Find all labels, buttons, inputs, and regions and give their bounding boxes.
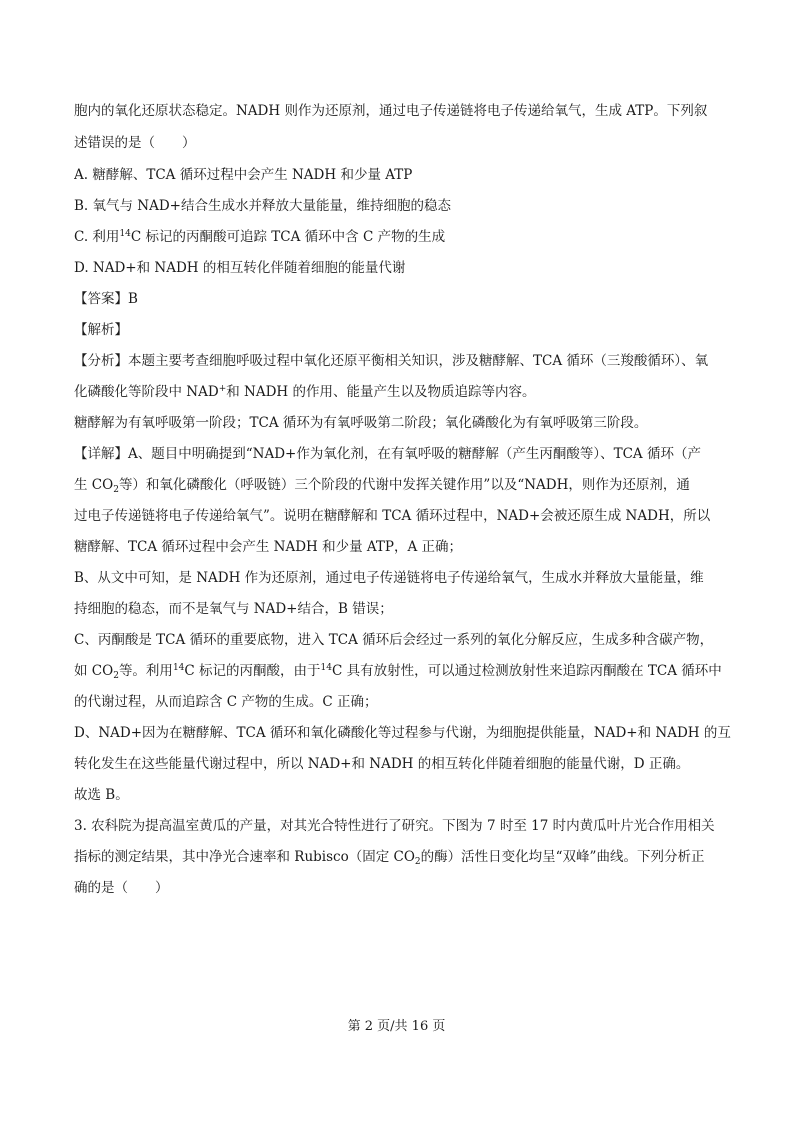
text-fragment: 和 NADH 的作用、能量产生以及物质追踪等内容。 bbox=[226, 384, 536, 400]
text-line: 胞内的氧化还原状态稳定。NADH 则作为还原剂，通过电子传递链将电子传递给氧气，生成 ATP。下列叙 bbox=[74, 103, 708, 119]
text-fragment: 的酶）活性日变化均呈“双峰”曲线。下列分析正 bbox=[420, 849, 705, 865]
text-line: B、从文中可知，是 NADH 作为还原剂，通过电子传递链将电子传递给氧气，生成水并释放大量能量，维 bbox=[74, 570, 704, 586]
text-fragment: 等。利用 bbox=[118, 663, 173, 679]
option-c bbox=[74, 227, 733, 247]
text-line: 述错误的是（ ） bbox=[74, 135, 196, 151]
subscript: 2 bbox=[414, 857, 421, 867]
text-line: 确的是（ ） bbox=[74, 880, 169, 896]
superscript: 14 bbox=[172, 663, 185, 673]
answer-label: 【答案】B bbox=[74, 291, 138, 307]
text-fragment: 如 CO bbox=[74, 663, 114, 679]
superscript: 14 bbox=[119, 229, 131, 239]
text-line: 糖酵解为有氧呼吸第一阶段；TCA 循环为有氧呼吸第二阶段；氧化磷酸化为有氧呼吸第三阶段。 bbox=[74, 415, 648, 431]
text-line: C、丙酮酸是 TCA 循环的重要底物，进入 TCA 循环后会经过一系列的氧化分解反应，生成多种含碳产物， bbox=[74, 632, 714, 648]
text-fragment: 化磷酸化等阶段中 NAD bbox=[74, 384, 219, 400]
text-fragment: C 标记的丙酮酸可追踪 TCA 循环中含 C 产物的生成 bbox=[130, 229, 446, 245]
text-line: D、NAD+因为在糖酵解、TCA 循环和氧化磷酸化等过程参与代谢，为细胞提供能量，NAD+和 NADH 的互 bbox=[74, 725, 731, 741]
text-line bbox=[74, 661, 733, 681]
text-line: 的代谢过程，从而追踪含 C 产物的生成。C 正确； bbox=[74, 694, 378, 710]
subscript: 2 bbox=[113, 485, 119, 495]
text-line: 【详解】A、题目中明确提到“NAD+作为氧化剂，在有氧呼吸的糖酵解（产生丙酮酸等）、TCA 循环（产 bbox=[74, 446, 701, 462]
text-fragment: 指标的测定结果，其中净光合速率和 Rubisco（固定 CO bbox=[74, 849, 415, 865]
text-line bbox=[74, 847, 733, 867]
text-line: 糖酵解、TCA 循环过程中会产生 NADH 和少量 ATP，A 正确； bbox=[74, 539, 463, 555]
option-a: A. 糖酵解、TCA 循环过程中会产生 NADH 和少量 ATP bbox=[74, 167, 413, 183]
text-fragment: C 标记的丙酮酸，由于 bbox=[184, 663, 321, 679]
question-3: 3. 农科院为提高温室黄瓜的产量，对其光合特性进行了研究。下图为 7 时至 17 时内黄瓜叶片光合作用相关 bbox=[74, 818, 715, 834]
text-line bbox=[74, 382, 733, 402]
option-b: B. 氧气与 NAD+结合生成水并释放大量能量，维持细胞的稳态 bbox=[74, 198, 451, 214]
text-fragment: 生 CO bbox=[74, 477, 114, 493]
text-line: 持细胞的稳态，而不是氧气与 NAD+结合，B 错误； bbox=[74, 601, 393, 617]
superscript: + bbox=[218, 384, 227, 394]
analysis-label: 【解析】 bbox=[74, 322, 128, 338]
text-line: 故选 B。 bbox=[74, 787, 129, 803]
text-line: 转化发生在这些能量代谢过程中，所以 NAD+和 NADH 的相互转化伴随着细胞的能量代谢，D 正确。 bbox=[74, 756, 690, 772]
text-line: 过电子传递链将电子传递给氧气”。说明在糖酵解和 TCA 循环过程中，NAD+会被还原生成 NADH，所以 bbox=[74, 508, 711, 524]
superscript: 14 bbox=[320, 663, 332, 673]
text-line: 【分析】本题主要考查细胞呼吸过程中氧化还原平衡相关知识，涉及糖酵解、TCA 循环（三羧酸循环）、氧 bbox=[74, 353, 709, 369]
subscript: 2 bbox=[113, 671, 119, 681]
text-fragment: C. 利用 bbox=[74, 229, 120, 245]
text-fragment: 等）和氧化磷酸化（呼吸链）三个阶段的代谢中发挥关键作用”以及“NADH，则作为还原剂，通 bbox=[118, 477, 690, 493]
text-line bbox=[74, 475, 733, 495]
page-footer: 第 2 页/共 16 页 bbox=[347, 1019, 446, 1034]
text-fragment: C 具有放射性，可以通过检测放射性来追踪丙酮酸在 TCA 循环中 bbox=[331, 663, 722, 679]
option-d: D. NAD+和 NADH 的相互转化伴随着细胞的能量代谢 bbox=[74, 260, 406, 276]
